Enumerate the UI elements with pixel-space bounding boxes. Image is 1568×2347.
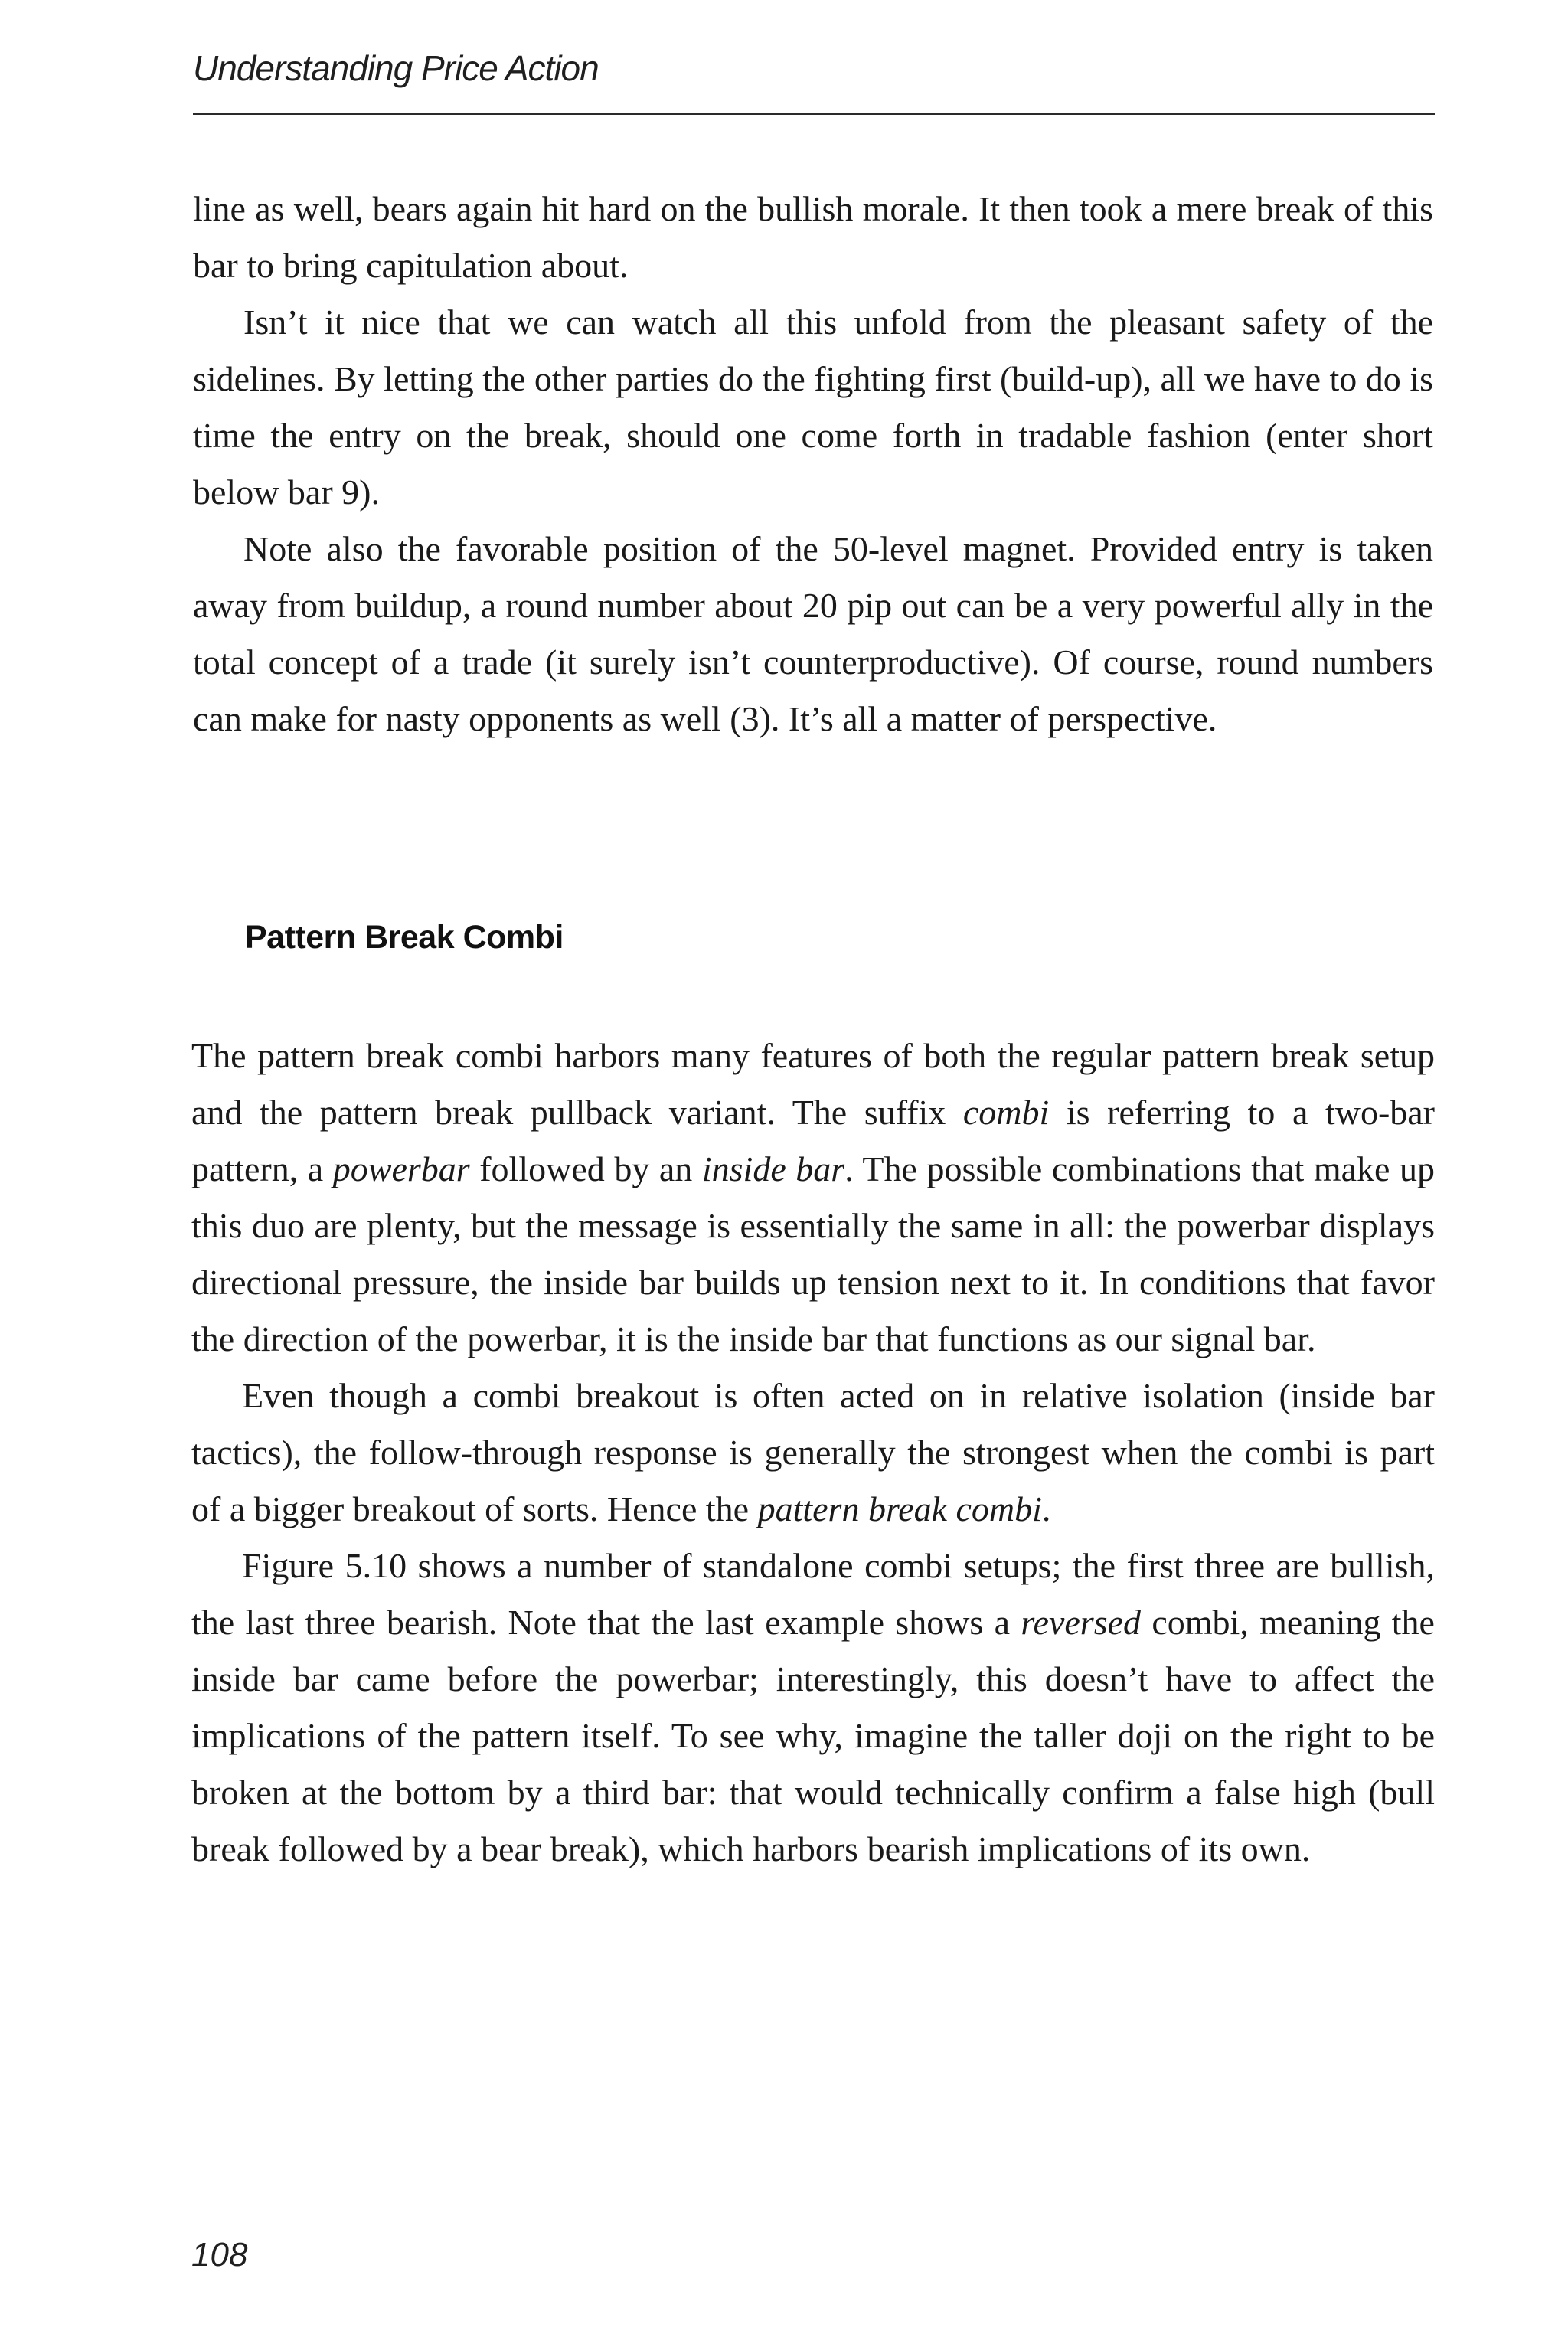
header-rule bbox=[193, 113, 1435, 115]
section-heading: Pattern Break Combi bbox=[245, 919, 564, 956]
paragraph-text: . bbox=[1041, 1489, 1051, 1528]
italic-term: reversed bbox=[1021, 1603, 1142, 1642]
paragraph-text: Isn’t it nice that we can watch all this unfold from the pleasant safety of the sidelines. By letting the other parties do the fighting first (build-up), all we have to do is time the entry on the break, should one come forth in tradable fashion (enter short below bar 9). bbox=[193, 302, 1433, 512]
paragraph-text: combi, meaning the inside bar came before the powerbar; interestingly, this doesn’t have to affect the implications of the pattern itself. To see why, imagine the taller doji on the right to be broken at the bottom by a third bar: that would technically confirm a false high (bull break followed by a bear break), which harbors bearish implications of its own. bbox=[191, 1603, 1435, 1868]
paragraph-text: Figure 5.10 shows a number of standalone combi setups; the first three are bullish, the last three bearish. Note that the last example shows a bbox=[191, 1546, 1435, 1642]
paragraph-text: followed by an bbox=[469, 1149, 702, 1188]
bottom-text-block bbox=[191, 1028, 1435, 1878]
paragraph-text: is referring to a two-bar pattern, a bbox=[191, 1093, 1435, 1188]
page-number: 108 bbox=[191, 2236, 248, 2273]
paragraph bbox=[193, 521, 1433, 747]
top-text-block bbox=[193, 181, 1433, 747]
italic-term: powerbar bbox=[332, 1149, 470, 1188]
italic-term: pattern break combi bbox=[757, 1489, 1042, 1528]
paragraph-text: The pattern break combi harbors many features of both the regular pattern break setup and the pattern break pullback variant. The suffix bbox=[191, 1036, 1435, 1132]
paragraph bbox=[191, 1028, 1435, 1368]
paragraph-text: . The possible combinations that make up this duo are plenty, but the message is essentially the same in all: the powerbar displays directional pressure, the inside bar builds up tension next to it. In conditions that favor the direction of the powerbar, it is the inside bar that functions as our signal bar. bbox=[191, 1149, 1435, 1358]
italic-term: combi bbox=[962, 1093, 1050, 1132]
running-head: Understanding Price Action bbox=[193, 48, 599, 88]
paragraph bbox=[191, 1538, 1435, 1878]
paragraph bbox=[193, 181, 1433, 294]
paragraph bbox=[191, 1368, 1435, 1538]
paragraph-text: Note also the favorable position of the 50-level magnet. Provided entry is taken away from buildup, a round number about 20 pip out can be a very powerful ally in the total concept of a trade (it surely isn’t counterproductive). Of course, round numbers can make for nasty opponents as well (3). It’s all a matter of perspective. bbox=[193, 529, 1433, 738]
paragraph-text: line as well, bears again hit hard on the bullish morale. It then took a mere break of this bar to bring capitulation about. bbox=[193, 189, 1433, 285]
paragraph-text: Even though a combi breakout is often acted on in relative isolation (inside bar tactics), the follow-through response is generally the strongest when the combi is part of a bigger breakout of sorts. Hence the bbox=[191, 1376, 1435, 1528]
paragraph bbox=[193, 294, 1433, 521]
italic-term: inside bar bbox=[701, 1149, 845, 1188]
